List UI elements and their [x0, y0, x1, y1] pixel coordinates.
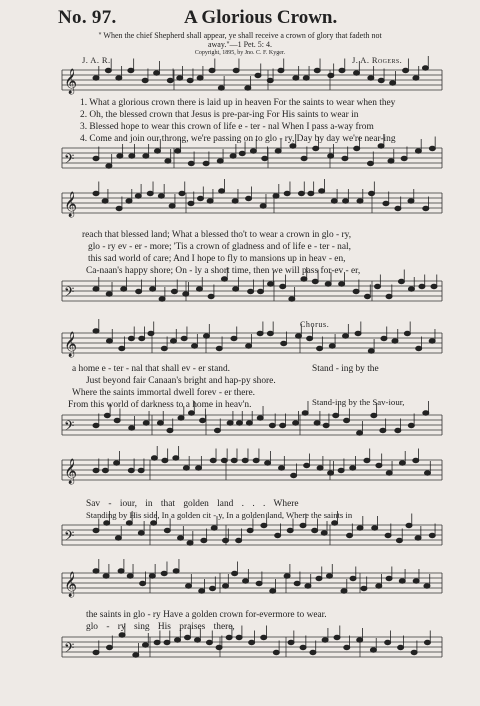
system3-verse-4: From this world of darkness to a home in heav'n.: [68, 400, 252, 410]
svg-text:𝄞: 𝄞: [64, 571, 78, 596]
svg-text:𝄞: 𝄞: [64, 191, 78, 216]
chorus-label: Chorus.: [300, 320, 330, 329]
system1-verse-3: 3. Blessed hope to wear this crown of life e - ter - nal When I pass a-way from: [80, 122, 374, 132]
system4-soprano: Sav - iour, in that golden land . . . Where: [86, 499, 299, 509]
system1-verse-4: 4. Come and join our throng, we're passing on to glo - ry, Day by day we're near-ing: [80, 134, 396, 144]
system2-verse-3: this sad world of care; And I hope to fly to mansions up in heav - en,: [88, 254, 346, 264]
svg-text:𝄢: 𝄢: [64, 530, 75, 547]
system3-soprano-chorus: Stand - ing by the: [312, 364, 379, 374]
words-credit: J. A. R.: [82, 55, 111, 65]
system2-verse-1: reach that blessed land; What a blessed tho't to wear a crown in glo - ry,: [82, 230, 352, 240]
svg-text:𝄢: 𝄢: [64, 286, 75, 303]
system2-verse-2: glo - ry ev - er - more; 'Tis a crown of gladness and of life e - ter - nal,: [88, 242, 351, 252]
system5-bass: glo - ry sing His praises there,: [86, 622, 235, 632]
svg-text:𝄞: 𝄞: [64, 68, 78, 93]
system4-bass: Standing by His side, In a golden cit - y, In a golden land, Where the saints in: [86, 510, 353, 520]
system2-verse-4: Ca-naan's happy shore; On - ly a short time, then we will pass for-ev - er,: [86, 266, 361, 276]
hymn-number: No. 97.: [58, 7, 117, 28]
system3-verse-2: Just beyond fair Canaan's bright and hap-py shore.: [86, 376, 276, 386]
system3-soprano: a home e - ter - nal that shall ev - er stand.: [72, 364, 231, 374]
svg-text:𝄞: 𝄞: [64, 331, 78, 356]
system1-verse-1: 1. What a glorious crown there is laid up in heaven For the saints to wear when they: [80, 98, 396, 108]
system3-bass-chorus: Stand-ing by the Sav-iour,: [312, 397, 405, 407]
copyright-note: Copyright, 1895, by Jno. C. F. Kyger.: [194, 50, 286, 56]
system5-soprano: the saints in glo - ry Have a golden crown for-evermore to wear.: [86, 610, 327, 620]
svg-text:𝄢: 𝄢: [64, 420, 75, 437]
epigraph-line1: " When the chief Shepherd shall appear, ye shall receive a crown of glory that fadeth not: [98, 31, 382, 40]
svg-text:𝄢: 𝄢: [64, 642, 75, 659]
music-credit: J. A. Rogers.: [352, 55, 403, 65]
hymn-title: A Glorious Crown.: [184, 7, 338, 28]
epigraph-line2: away."—1 Pet. 5: 4.: [207, 40, 273, 49]
svg-text:𝄢: 𝄢: [64, 153, 75, 170]
system1-verse-2: 2. Oh, the blessed crown that Jesus is pre-par-ing For His saints to wear in: [80, 110, 359, 120]
system3-verse-3: Where the saints immortal dwell forev - er there.: [72, 388, 256, 398]
svg-text:𝄞: 𝄞: [64, 458, 78, 483]
